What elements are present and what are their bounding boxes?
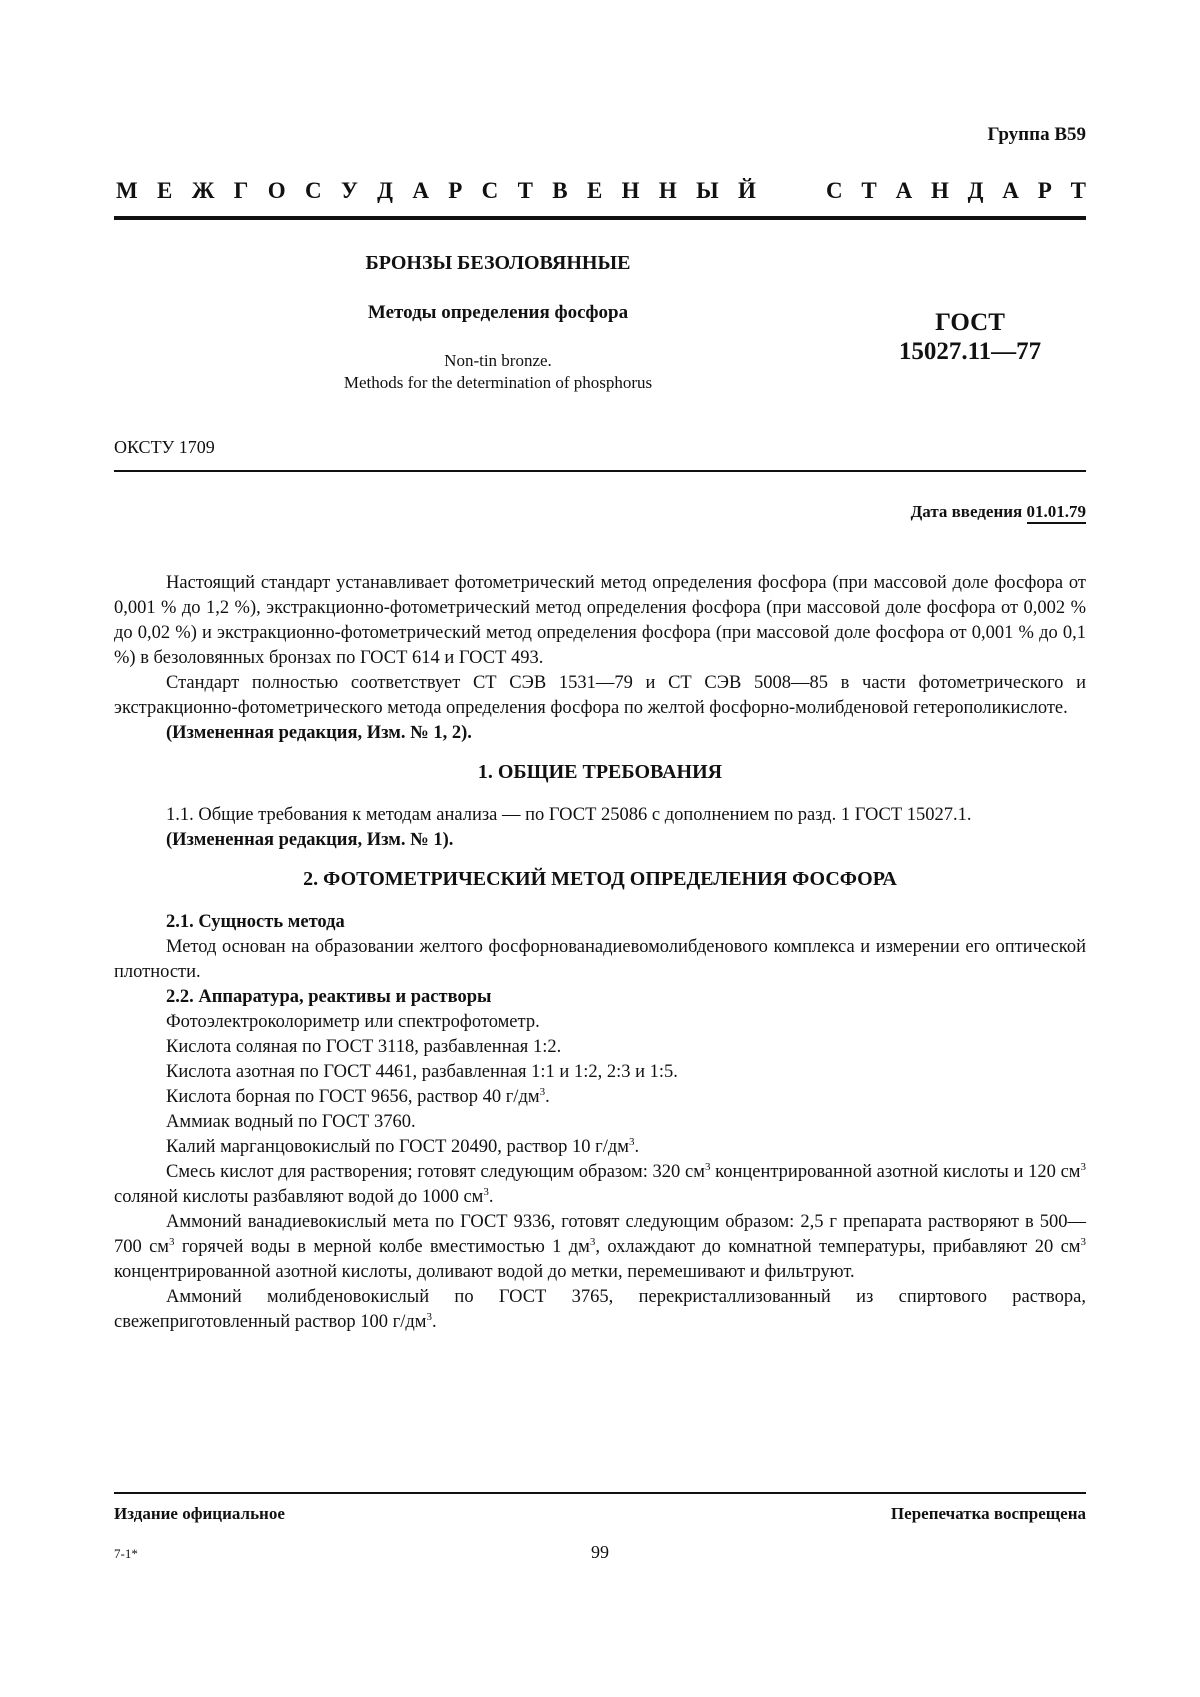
banner-letter: Н	[658, 178, 677, 203]
banner-letter: Г	[233, 178, 249, 203]
amendment-note: (Измененная редакция, Изм. № 1).	[166, 830, 454, 850]
english-title-line: Methods for the determination of phosphorus	[343, 373, 653, 392]
effective-date	[911, 502, 1086, 522]
effective-date-label: Дата введения	[910, 502, 1023, 521]
banner-letter: Ж	[191, 178, 215, 203]
banner-letter: А	[895, 178, 913, 203]
subsection-heading: 2.2. Аппаратура, реактивы и растворы	[166, 987, 492, 1007]
banner-letter: Е	[157, 178, 173, 203]
banner-letter: С	[481, 178, 499, 203]
banner-letter: Т	[1070, 178, 1086, 203]
banner-letter: С	[304, 178, 322, 203]
banner-word-standard	[826, 178, 1086, 204]
banner-letter: Е	[586, 178, 603, 203]
reagent-item: Фотоэлектроколориметр или спектрофотометр.	[166, 1012, 540, 1032]
english-title-line: Non-tin bronze.	[444, 351, 552, 370]
banner-letter: А	[1002, 178, 1019, 203]
reagent-item: Кислота азотная по ГОСТ 4461, разбавленная 1:1 и 1:2, 2:3 и 1:5.	[166, 1062, 678, 1082]
page-number: 99	[591, 1542, 609, 1562]
document-title: БРОНЗЫ БЕЗОЛОВЯННЫЕ	[365, 252, 631, 274]
banner-letter: Т	[861, 178, 877, 203]
reprint-prohibited-note: Перепечатка воспрещена	[890, 1504, 1086, 1523]
section-rule	[114, 470, 1086, 472]
oksu-code: ОКСТУ 1709	[114, 437, 215, 457]
document-subtitle: Методы определения фосфора	[367, 302, 629, 323]
banner-letter: В	[552, 178, 568, 203]
banner-letter: У	[340, 178, 358, 203]
paragraph: Метод основан на образовании желтого фосфорнованадиевомолибденового комплекса и измерении его оптической плотности.	[114, 937, 1086, 982]
banner-letter: Н	[621, 178, 640, 203]
group-code: Группа В59	[987, 124, 1086, 145]
banner-letter: Ы	[696, 178, 719, 203]
banner-letter: О	[267, 178, 286, 203]
subsection-heading: 2.1. Сущность метода	[166, 912, 345, 932]
banner-letter: Р	[448, 178, 463, 203]
gost-designation	[870, 308, 1070, 366]
amendment-note: (Измененная редакция, Изм. № 1, 2).	[166, 723, 472, 743]
banner-letter: Д	[967, 178, 984, 203]
banner-letter: Т	[517, 178, 533, 203]
official-edition-note: Издание официальное	[114, 1504, 285, 1523]
gost-label: ГОСТ	[935, 309, 1005, 336]
banner-letter: М	[116, 178, 138, 203]
paragraph: Стандарт полностью соответствует СТ СЭВ 1531—79 и СТ СЭВ 5008—85 в части фотометрического и экстракционно-фотометрического метода определения фосфора по желтой фосфорно-молибденовой гетерополикислоте.	[114, 673, 1086, 718]
section-heading: 2. ФОТОМЕТРИЧЕСКИЙ МЕТОД ОПРЕДЕЛЕНИЯ ФОСФОРА	[303, 868, 897, 890]
reagent-item: Аммиак водный по ГОСТ 3760.	[166, 1112, 416, 1132]
banner-letter: Д	[377, 178, 393, 203]
banner-letter: А	[412, 178, 429, 203]
banner-letter: Н	[930, 178, 949, 203]
gost-number: 15027.11—77	[898, 338, 1042, 365]
reagent-item: Аммоний молибденовокислый по ГОСТ 3765, перекристаллизованный из спиртового раствора, свежеприготовленный раствор 100 $г/дм^3$.	[114, 1287, 1086, 1332]
effective-date-value: 01.01.79	[1027, 502, 1087, 524]
sheet-mark: 7-1*	[114, 1546, 138, 1561]
header-rule	[114, 216, 1086, 220]
reagent-item: Аммоний ванадиевокислый мета по ГОСТ 9336, готовят следующим образом: 2,5 г препарата растворяют в 500—700 $см^3$ горячей воды в мерной колбе вместимостью 1 $дм^3$, охлаждают до комнатной температуры, прибавляют 20 $см^3$ концентрированной азотной кислоты, доливают водой до метки, перемешивают и фильтруют.	[114, 1212, 1086, 1282]
banner-letter: С	[826, 178, 843, 203]
footer-rule	[114, 1492, 1086, 1494]
document-body	[114, 571, 1086, 1335]
banner-word-interstate	[116, 178, 756, 204]
paragraph: Настоящий стандарт устанавливает фотометрический метод определения фосфора (при массовой доле фосфора от 0,001 % до 1,2 %), экстракционно-фотометрический метод определения фосфора (при массовой доле фосфора от 0,002 % до 0,02 %) и экстракционно-фотометрический метод определения фосфора (при массовой доле фосфора от 0,001 % до 0,1 %) в безоловянных бронзах по ГОСТ 614 и ГОСТ 493.	[114, 573, 1086, 668]
banner-letter: Й	[737, 178, 756, 203]
standard-banner	[116, 178, 1086, 204]
reagent-item: Кислота борная по ГОСТ 9656, раствор 40 $г/дм^3$.	[166, 1085, 550, 1107]
paragraph: 1.1. Общие требования к методам анализа — по ГОСТ 25086 с дополнением по разд. 1 ГОСТ 15027.1.	[166, 805, 972, 825]
banner-letter: Р	[1037, 178, 1052, 203]
english-title	[298, 350, 698, 394]
section-heading: 1. ОБЩИЕ ТРЕБОВАНИЯ	[477, 761, 723, 783]
reagent-item: Калий марганцовокислый по ГОСТ 20490, раствор 10 $г/дм^3$.	[166, 1135, 640, 1157]
reagent-item: Смесь кислот для растворения; готовят следующим образом: 320 $см^3$ концентрированной азотной кислоты и 120 $см^3$ соляной кислоты разбавляют водой до 1000 $см^3$.	[114, 1160, 1086, 1207]
reagent-item: Кислота соляная по ГОСТ 3118, разбавленная 1:2.	[166, 1037, 562, 1057]
